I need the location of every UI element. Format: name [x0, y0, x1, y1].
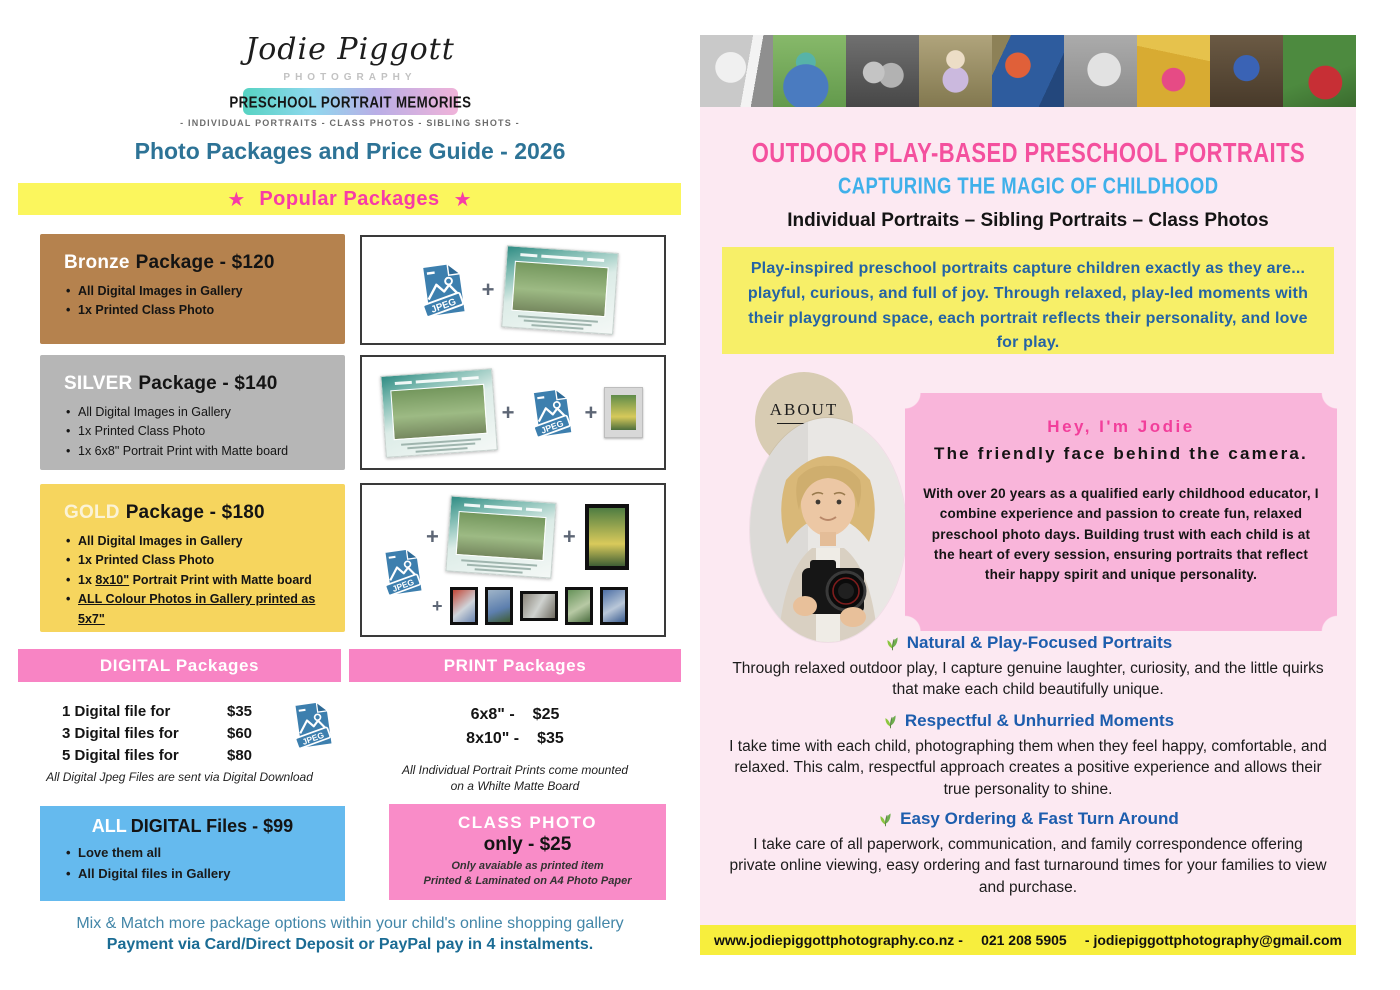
about-badge-text: ABOUT	[769, 400, 839, 419]
photo-siblings-on-swing-bw	[846, 35, 919, 107]
feature-easy-ordering	[728, 809, 1328, 898]
silver-name: SILVER	[64, 373, 133, 394]
headline-primary: OUTDOOR PLAY-BASED PRESCHOOL PORTRAITS	[751, 137, 1305, 169]
photographer-avatar-illustration	[750, 418, 906, 642]
price-row: 5 Digital files for $80	[62, 746, 253, 764]
mini-print-photo	[485, 587, 513, 625]
plus-icon: +	[481, 277, 495, 302]
photo-boy-on-swing	[919, 35, 992, 107]
all-digital-files-card	[40, 806, 345, 901]
feature-title: Natural & Play-Focused Portraits	[728, 633, 1328, 653]
about-subtitle: The friendly face behind the camera.	[934, 444, 1308, 463]
plus-icon: +	[432, 596, 443, 616]
package-bullet: • 1x Printed Class Photo	[64, 301, 335, 320]
logo-watercolor-banner	[229, 88, 472, 115]
contact-phone: 021 208 5905	[981, 932, 1067, 948]
package-bullet: • 1x 6x8" Portrait Print with Matte board	[64, 442, 335, 461]
package-bullet: • All Digital files in Gallery	[66, 864, 345, 885]
mini-print-photo	[450, 587, 478, 625]
bronze-package-title	[64, 252, 335, 274]
gold-package-title	[64, 502, 335, 524]
package-bullet: • All Digital Images in Gallery	[64, 403, 335, 422]
mini-print-photo	[565, 587, 593, 625]
right-page	[700, 35, 1356, 955]
contact-website: www.jodiepiggottphotography.co.nz -	[714, 932, 963, 948]
logo-script-name: Jodie Piggott	[245, 32, 455, 67]
headline-services: Individual Portraits – Sibling Portraits – Class Photos	[787, 210, 1269, 231]
contact-bar	[700, 925, 1356, 955]
about-body-text: With over 20 years as a qualified early childhood educator, I combine experience and passion to create fun, relaxed preschool photo days. Building trust with each child is at the heart of every session, ensuring portraits that reflect their happy spirit and unique personality.	[923, 486, 1319, 582]
framed-portrait-print	[585, 504, 629, 570]
gold-package-card	[40, 484, 345, 632]
photo-strip	[700, 35, 1356, 107]
package-bullet: • ALL Colour Photos in Gallery printed as 5x7"	[64, 590, 335, 629]
price-row: 3 Digital files for $60	[62, 724, 253, 742]
feature-body: I take time with each child, photographing them when they feel happy, comfortable, and relaxed. This calm, respectful approach creates a positive experience and allows their true personality to shine.	[729, 738, 1327, 798]
bronze-name: Bronze	[64, 252, 130, 273]
leaf-icon	[877, 811, 894, 828]
logo-tagline: - INDIVIDUAL PORTRAITS - CLASS PHOTOS - SIBLING SHOTS -	[180, 118, 520, 128]
about-greeting: Hey, I'm Jodie	[1047, 417, 1195, 436]
logo-banner-text: PRESCHOOL PORTRAIT MEMORIES	[229, 92, 472, 111]
print-note: All Individual Portrait Prints come mounted on a Whilte Matte Board	[401, 763, 629, 794]
payment-note: Payment via Card/Direct Deposit or PayPal pay in 4 instalments.	[106, 936, 594, 953]
popular-packages-label: Popular Packages	[259, 187, 440, 210]
silver-package-illustration	[360, 355, 666, 470]
photo-girl-in-red-dress	[1283, 35, 1356, 107]
class-photo-price: only - $25	[483, 834, 572, 855]
jpeg-icon	[522, 385, 578, 441]
print-price-list	[349, 703, 681, 751]
package-bullet: • 1x Printed Class Photo	[64, 422, 335, 441]
gold-name: GOLD	[64, 502, 120, 523]
star-icon: ★	[453, 188, 472, 211]
feature-natural-portraits	[728, 633, 1328, 701]
feature-title: Respectful & Unhurried Moments	[728, 711, 1328, 731]
feature-body: Through relaxed outdoor play, I capture genuine laughter, curiosity, and the little quirks that make each child beautifully unique.	[732, 660, 1324, 699]
price-row: 6x8" - $25	[470, 706, 560, 723]
photo-girl-at-window-bw	[700, 35, 773, 107]
class-photo-only-card	[389, 804, 666, 900]
jpeg-icon	[374, 545, 428, 599]
about-text-box	[905, 393, 1337, 631]
plus-icon: +	[584, 399, 598, 425]
feature-respectful-moments	[728, 711, 1328, 800]
jpeg-icon	[410, 259, 472, 321]
photo-toddler-closeup-bw	[1064, 35, 1137, 107]
bronze-package-card	[40, 234, 345, 344]
price-row: 1 Digital file for $35	[62, 703, 253, 720]
photographer-portrait	[750, 418, 906, 642]
photo-girl-in-playhouse	[1137, 35, 1210, 107]
feature-body: I take care of all paperwork, communication, and family correspondence offering private online viewing, easy ordering and fast turnaround times for your families to view and purchase.	[729, 836, 1327, 896]
price-row: 8x10" - $35	[466, 730, 564, 747]
mini-print-photo	[520, 591, 558, 621]
silver-package-title	[64, 373, 335, 395]
gold-bullets	[64, 532, 335, 629]
all-digital-title: ALL DIGITAL Files - $99	[91, 816, 294, 836]
print-packages-banner: PRINT Packages	[349, 649, 681, 682]
silver-package-card	[40, 355, 345, 470]
plus-icon: +	[501, 399, 515, 425]
digital-packages-banner: DIGITAL Packages	[18, 649, 341, 682]
gold-package-illustration	[360, 483, 666, 637]
digital-price-list	[62, 701, 252, 766]
bronze-price: Package - $120	[135, 252, 275, 273]
class-photo-thumbnail	[380, 368, 497, 458]
matted-portrait-print	[604, 387, 643, 438]
popular-packages-banner	[18, 183, 681, 215]
class-photo-note: Only avaiable as printed item Printed & Laminated on A4 Photo Paper	[423, 860, 632, 887]
mix-match-note: Mix & Match more package options within your child's online shopping gallery	[76, 915, 624, 932]
silver-price: Package - $140	[138, 373, 278, 394]
digital-note: All Digital Jpeg Files are sent via Digital Download	[46, 770, 313, 784]
package-bullet: • All Digital Images in Gallery	[64, 282, 335, 301]
class-photo-title: CLASS PHOTO	[458, 813, 597, 832]
leaf-icon	[882, 713, 899, 730]
intro-text-box: Play-inspired preschool portraits capture children exactly as they are... playful, curious, and full of joy. Through relaxed, play-led moments with their playground space, each portrait reflects their personality, and love for play.	[722, 247, 1334, 354]
package-bullet: • 1x 8x10" Portrait Print with Matte board	[64, 571, 335, 590]
logo-photography-label: PHOTOGRAPHY	[283, 72, 417, 83]
all-digital-bullets	[40, 843, 345, 885]
class-photo-thumbnail	[445, 495, 556, 578]
class-photo-thumbnail	[502, 245, 619, 335]
bronze-bullets	[64, 282, 335, 321]
bronze-package-illustration	[360, 235, 666, 345]
package-bullet: • Love them all	[66, 843, 345, 864]
feature-title: Easy Ordering & Fast Turn Around	[728, 809, 1328, 829]
headline-secondary: CAPTURING THE MAGIC OF CHILDHOOD	[837, 173, 1219, 200]
package-bullet: • 1x Printed Class Photo	[64, 551, 335, 570]
gold-price: Package - $180	[125, 502, 265, 523]
star-icon: ★	[227, 188, 246, 211]
photo-girl-on-beanbag	[773, 35, 846, 107]
jpeg-icon	[284, 698, 338, 752]
leaf-icon	[884, 635, 901, 652]
package-bullet: • All Digital Images in Gallery	[64, 532, 335, 551]
photo-boy-with-bike	[1210, 35, 1283, 107]
contact-email: - jodiepiggottphotography@gmail.com	[1084, 932, 1342, 948]
plus-icon: +	[426, 524, 439, 549]
page-title: Photo Packages and Price Guide - 2026	[134, 138, 566, 164]
silver-bullets	[64, 403, 335, 461]
plus-icon: +	[562, 524, 576, 549]
photo-girl-on-slide	[992, 35, 1065, 107]
mini-print-photo	[600, 587, 628, 625]
